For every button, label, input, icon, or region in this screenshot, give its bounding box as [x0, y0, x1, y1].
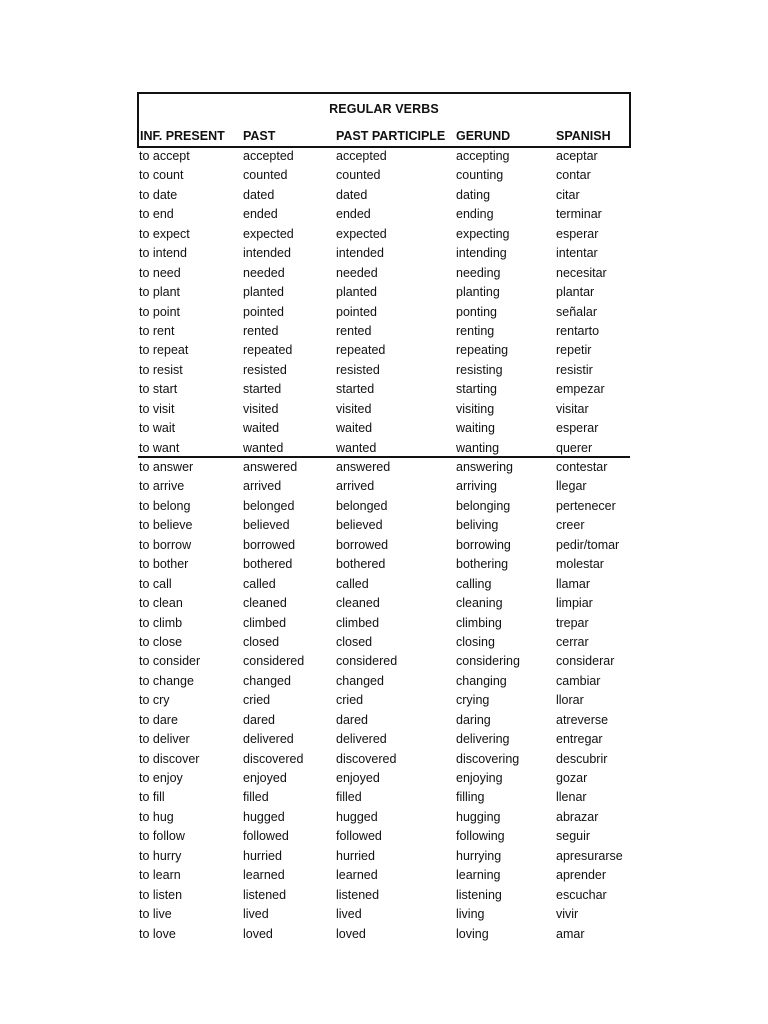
table-row	[138, 632, 630, 651]
table-row	[138, 846, 630, 865]
cell-past-participle: planted	[336, 285, 378, 300]
cell-gerund: belonging	[456, 498, 511, 513]
cell-past: rented	[243, 323, 279, 338]
table-row	[138, 515, 630, 534]
cell-past-participle: followed	[336, 829, 382, 844]
cell-past-participle: needed	[336, 265, 378, 280]
cell-past: waited	[243, 421, 280, 436]
table-title: REGULAR VERBS	[329, 102, 439, 116]
table-row	[138, 729, 630, 748]
cell-past: started	[243, 382, 282, 397]
cell-inf-present: to resist	[139, 362, 183, 377]
table-row	[138, 924, 630, 943]
cell-spanish: aceptar	[556, 149, 598, 163]
cell-past-participle: accepted	[336, 149, 387, 163]
cell-inf-present: to climb	[139, 615, 183, 630]
cell-spanish: llorar	[556, 693, 584, 708]
cell-spanish: esperar	[556, 421, 599, 436]
cell-past: discovered	[243, 751, 304, 766]
cell-inf-present: to end	[139, 207, 174, 222]
cell-past: answered	[243, 460, 298, 474]
cell-inf-present: to cry	[139, 693, 170, 708]
cell-past: enjoyed	[243, 771, 287, 785]
cell-inf-present: to point	[139, 304, 181, 319]
cell-gerund: bothering	[456, 557, 509, 572]
cell-spanish: plantar	[556, 285, 595, 300]
cell-gerund: filling	[456, 790, 485, 805]
table-row	[138, 165, 630, 184]
cell-spanish: citar	[556, 187, 580, 202]
cell-past: called	[243, 576, 276, 591]
cell-spanish: llenar	[556, 790, 587, 805]
cell-past-participle: dared	[336, 712, 368, 727]
table-row	[138, 574, 630, 593]
cell-past-participle: borrowed	[336, 537, 389, 552]
cell-past: visited	[243, 401, 279, 416]
cell-spanish: repetir	[556, 343, 592, 358]
cell-gerund: ponting	[456, 304, 498, 319]
cell-gerund: planting	[456, 285, 500, 300]
table-row	[138, 204, 630, 223]
cell-past-participle: discovered	[336, 751, 397, 766]
cell-past: expected	[243, 226, 294, 241]
cell-gerund: considering	[456, 654, 520, 669]
table-row	[138, 302, 630, 321]
cell-past: accepted	[243, 149, 294, 163]
cell-spanish: amar	[556, 926, 585, 941]
cell-past-participle: arrived	[336, 479, 375, 494]
cell-gerund: renting	[456, 323, 495, 338]
cell-inf-present: to consider	[139, 654, 201, 669]
cell-inf-present: to expect	[139, 226, 190, 241]
cell-inf-present: to count	[139, 168, 184, 183]
cell-past: listened	[243, 887, 287, 902]
header-past-participle: PAST PARTICIPLE	[336, 129, 446, 143]
cell-past-participle: cried	[336, 693, 364, 708]
cell-inf-present: to love	[139, 926, 176, 941]
cell-inf-present: to close	[139, 634, 183, 649]
table-row	[138, 593, 630, 612]
cell-past: climbed	[243, 615, 287, 630]
cell-spanish: contar	[556, 168, 591, 183]
cell-past-participle: lived	[336, 907, 362, 922]
cell-past: learned	[243, 868, 285, 883]
table-row	[138, 613, 630, 632]
cell-spanish: resistir	[556, 362, 593, 377]
cell-spanish: seguir	[556, 829, 591, 844]
cell-past: pointed	[243, 304, 285, 319]
table-row	[138, 185, 630, 204]
cell-past-participle: climbed	[336, 615, 380, 630]
cell-spanish: querer	[556, 440, 593, 455]
cell-past: followed	[243, 829, 289, 844]
cell-gerund: hugging	[456, 809, 501, 824]
cell-past-participle: waited	[336, 421, 373, 436]
cell-inf-present: to accept	[139, 149, 190, 163]
table-row	[138, 457, 630, 476]
cell-spanish: señalar	[556, 304, 597, 319]
cell-inf-present: to fill	[139, 790, 165, 805]
cell-past-participle: delivered	[336, 732, 387, 747]
cell-inf-present: to intend	[139, 246, 187, 261]
cell-spanish: cerrar	[556, 634, 589, 649]
table-row	[138, 321, 630, 340]
cell-past-participle: cleaned	[336, 596, 380, 611]
table-row	[138, 224, 630, 243]
table-row	[138, 282, 630, 301]
cell-past: filled	[243, 790, 269, 805]
cell-spanish: visitar	[556, 401, 589, 416]
cell-inf-present: to believe	[139, 518, 193, 533]
table-row	[138, 865, 630, 884]
cell-gerund: expecting	[456, 226, 510, 241]
cell-past-participle: filled	[336, 790, 362, 805]
cell-past: resisted	[243, 362, 287, 377]
table-row	[138, 146, 630, 165]
cell-inf-present: to change	[139, 673, 194, 688]
cell-spanish: entregar	[556, 732, 603, 747]
cell-past: closed	[243, 634, 280, 649]
table-row	[138, 496, 630, 515]
cell-past-participle: answered	[336, 460, 391, 474]
cell-inf-present: to repeat	[139, 343, 189, 358]
cell-gerund: borrowing	[456, 537, 511, 552]
cell-gerund: learning	[456, 868, 501, 883]
cell-gerund: intending	[456, 246, 507, 261]
cell-past-participle: pointed	[336, 304, 378, 319]
cell-past: changed	[243, 673, 291, 688]
cell-past-participle: believed	[336, 518, 383, 533]
cell-past-participle: dated	[336, 187, 368, 202]
cell-spanish: apresurarse	[556, 848, 623, 863]
cell-past-participle: considered	[336, 654, 398, 669]
cell-spanish: creer	[556, 518, 585, 533]
cell-spanish: abrazar	[556, 809, 599, 824]
table-row	[138, 360, 630, 379]
cell-inf-present: to date	[139, 187, 178, 202]
cell-inf-present: to deliver	[139, 732, 190, 747]
cell-gerund: visiting	[456, 401, 495, 416]
cell-gerund: living	[456, 907, 485, 922]
header-gerund: GERUND	[456, 129, 511, 143]
cell-spanish: pedir/tomar	[556, 537, 620, 552]
cell-past: cried	[243, 693, 271, 708]
cell-past-participle: repeated	[336, 343, 386, 358]
cell-past-participle: rented	[336, 323, 372, 338]
table-row	[138, 535, 630, 554]
cell-gerund: waiting	[456, 421, 495, 436]
cell-inf-present: to live	[139, 907, 172, 922]
table-header-box	[137, 92, 631, 148]
cell-past: believed	[243, 518, 290, 533]
table-row	[138, 826, 630, 845]
table-row	[138, 671, 630, 690]
cell-spanish: vivir	[556, 907, 579, 922]
cell-gerund: ending	[456, 207, 494, 222]
cell-gerund: needing	[456, 265, 501, 280]
cell-gerund: repeating	[456, 343, 509, 358]
table-row	[138, 438, 630, 457]
cell-gerund: listening	[456, 887, 502, 902]
cell-spanish: empezar	[556, 382, 605, 397]
table-row	[138, 690, 630, 709]
cell-gerund: loving	[456, 926, 489, 941]
cell-spanish: escuchar	[556, 887, 607, 902]
cell-spanish: trepar	[556, 615, 589, 630]
cell-gerund: crying	[456, 693, 490, 708]
cell-inf-present: to wait	[139, 421, 176, 436]
cell-past-participle: belonged	[336, 498, 388, 513]
cell-past-participle: visited	[336, 401, 372, 416]
cell-past: delivered	[243, 732, 294, 747]
cell-spanish: contestar	[556, 460, 608, 474]
cell-gerund: calling	[456, 576, 492, 591]
cell-past: planted	[243, 285, 285, 300]
cell-gerund: delivering	[456, 732, 510, 747]
cell-past-participle: enjoyed	[336, 771, 380, 785]
cell-past: wanted	[243, 440, 284, 455]
cell-spanish: esperar	[556, 226, 599, 241]
cell-past: bothered	[243, 557, 293, 572]
cell-past-participle: resisted	[336, 362, 380, 377]
cell-past: arrived	[243, 479, 282, 494]
cell-past: hugged	[243, 809, 285, 824]
cell-inf-present: to clean	[139, 596, 183, 611]
cell-past-participle: hurried	[336, 848, 375, 863]
cell-inf-present: to plant	[139, 285, 181, 300]
cell-gerund: changing	[456, 673, 507, 688]
cell-past-participle: wanted	[336, 440, 377, 455]
cell-past-participle: loved	[336, 926, 366, 941]
cell-past-participle: counted	[336, 168, 381, 183]
table-row	[138, 749, 630, 768]
cell-inf-present: to follow	[139, 829, 185, 844]
cell-inf-present: to enjoy	[139, 771, 183, 785]
cell-past: considered	[243, 654, 305, 669]
cell-past-participle: expected	[336, 226, 387, 241]
cell-spanish: descubrir	[556, 751, 608, 766]
cell-past-participle: closed	[336, 634, 373, 649]
cell-inf-present: to arrive	[139, 479, 185, 494]
cell-inf-present: to hurry	[139, 848, 182, 863]
table-row	[138, 263, 630, 282]
cell-inf-present: to belong	[139, 498, 191, 513]
cell-inf-present: to answer	[139, 460, 194, 474]
cell-past: borrowed	[243, 537, 296, 552]
cell-inf-present: to start	[139, 382, 178, 397]
cell-gerund: discovering	[456, 751, 520, 766]
verb-table-body	[138, 146, 630, 943]
cell-spanish: cambiar	[556, 673, 601, 688]
cell-past: hurried	[243, 848, 282, 863]
cell-inf-present: to bother	[139, 557, 189, 572]
cell-gerund: cleaning	[456, 596, 503, 611]
cell-spanish: atreverse	[556, 712, 609, 727]
cell-spanish: gozar	[556, 771, 588, 785]
cell-past: belonged	[243, 498, 295, 513]
cell-gerund: closing	[456, 634, 495, 649]
table-row	[138, 768, 630, 787]
table-row	[138, 340, 630, 359]
table-row	[138, 710, 630, 729]
cell-gerund: climbing	[456, 615, 502, 630]
cell-past: lived	[243, 907, 269, 922]
cell-past: ended	[243, 207, 278, 222]
cell-gerund: counting	[456, 168, 504, 183]
cell-inf-present: to discover	[139, 751, 200, 766]
cell-past-participle: ended	[336, 207, 371, 222]
cell-past: cleaned	[243, 596, 287, 611]
cell-past-participle: called	[336, 576, 369, 591]
cell-past: needed	[243, 265, 285, 280]
cell-spanish: rentarto	[556, 323, 600, 338]
cell-spanish: intentar	[556, 246, 598, 261]
cell-past-participle: changed	[336, 673, 384, 688]
cell-inf-present: to listen	[139, 887, 183, 902]
cell-gerund: resisting	[456, 362, 503, 377]
cell-spanish: llegar	[556, 479, 587, 494]
cell-inf-present: to call	[139, 576, 172, 591]
cell-inf-present: to borrow	[139, 537, 192, 552]
cell-past: dated	[243, 187, 275, 202]
cell-past: intended	[243, 246, 291, 261]
cell-spanish: aprender	[556, 868, 607, 883]
cell-spanish: llamar	[556, 576, 591, 591]
cell-gerund: arriving	[456, 479, 497, 494]
cell-gerund: starting	[456, 382, 497, 397]
header-inf-present: INF. PRESENT	[140, 129, 225, 143]
cell-past-participle: learned	[336, 868, 378, 883]
group-divider	[138, 456, 630, 458]
table-row	[138, 904, 630, 923]
cell-spanish: considerar	[556, 654, 615, 669]
header-past: PAST	[243, 129, 276, 143]
cell-past: repeated	[243, 343, 293, 358]
cell-spanish: molestar	[556, 557, 604, 572]
cell-past-participle: intended	[336, 246, 384, 261]
cell-gerund: following	[456, 829, 505, 844]
cell-gerund: wanting	[456, 440, 500, 455]
table-row	[138, 379, 630, 398]
cell-past-participle: bothered	[336, 557, 386, 572]
cell-inf-present: to visit	[139, 401, 175, 416]
cell-inf-present: to dare	[139, 712, 178, 727]
cell-gerund: answering	[456, 460, 513, 474]
cell-inf-present: to need	[139, 265, 181, 280]
cell-gerund: dating	[456, 187, 491, 202]
cell-inf-present: to learn	[139, 868, 181, 883]
table-row	[138, 554, 630, 573]
table-row	[138, 807, 630, 826]
cell-past-participle: hugged	[336, 809, 378, 824]
cell-spanish: limpiar	[556, 596, 593, 611]
table-row	[138, 418, 630, 437]
cell-spanish: pertenecer	[556, 498, 616, 513]
table-row	[138, 476, 630, 495]
cell-spanish: necesitar	[556, 265, 607, 280]
table-row	[138, 885, 630, 904]
table-row	[138, 243, 630, 262]
cell-past: loved	[243, 926, 273, 941]
cell-inf-present: to want	[139, 440, 180, 455]
cell-inf-present: to hug	[139, 809, 174, 824]
header-spanish: SPANISH	[556, 129, 611, 143]
cell-gerund: beliving	[456, 518, 499, 533]
cell-past: counted	[243, 168, 288, 183]
table-row	[138, 651, 630, 670]
cell-gerund: hurrying	[456, 848, 502, 863]
table-row	[138, 399, 630, 418]
table-row	[138, 787, 630, 806]
cell-inf-present: to rent	[139, 323, 175, 338]
cell-spanish: terminar	[556, 207, 602, 222]
cell-gerund: daring	[456, 712, 491, 727]
cell-gerund: enjoying	[456, 771, 503, 785]
cell-past: dared	[243, 712, 275, 727]
cell-gerund: accepting	[456, 149, 510, 163]
cell-past-participle: started	[336, 382, 375, 397]
cell-past-participle: listened	[336, 887, 380, 902]
